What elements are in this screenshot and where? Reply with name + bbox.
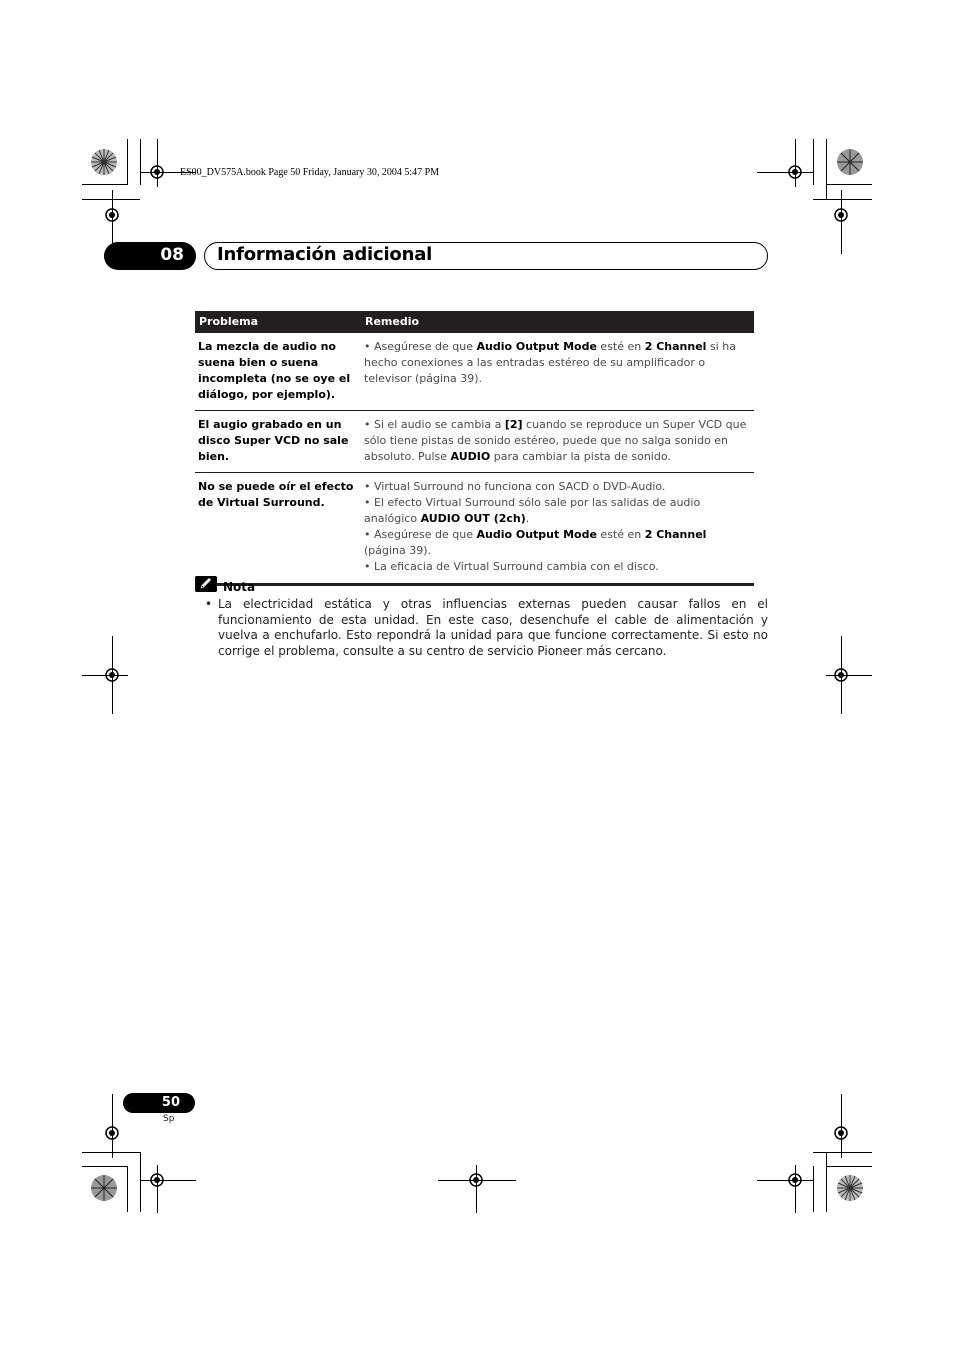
registration-crosshair-icon: [148, 1171, 166, 1189]
remedy-emphasis: AUDIO: [450, 450, 491, 463]
remedy-text: • El efecto Virtual Surround sólo sale por las salidas de audio analógico: [364, 496, 701, 525]
crop-line: [826, 184, 872, 185]
registration-crosshair-icon: [832, 666, 850, 684]
remedy-emphasis: AUDIO OUT (2ch): [420, 512, 526, 525]
registration-crosshair-icon: [832, 206, 850, 224]
remedy-text: esté en: [596, 340, 645, 353]
page-language: Sp: [163, 1114, 175, 1124]
remedy-cell: [361, 333, 754, 411]
problem-cell: El augio grabado en un disco Super VCD no sale bien.: [195, 411, 361, 473]
note-title: Nota: [223, 580, 256, 594]
column-header-problem: Problema: [195, 311, 361, 333]
remedy-item: [364, 417, 750, 465]
remedy-item: [364, 527, 750, 559]
crop-line: [813, 1166, 814, 1212]
troubleshooting-table: [195, 311, 754, 586]
crop-line: [826, 1152, 827, 1212]
table-row: [195, 333, 754, 411]
crop-line: [127, 1166, 128, 1212]
chapter-number: 08: [160, 245, 184, 265]
crop-line: [127, 139, 128, 185]
registration-crosshair-icon: [786, 163, 804, 181]
remedy-text: • Asegúrese de que: [364, 528, 477, 541]
remedy-text: • Virtual Surround no funciona con SACD o DVD-Audio.: [364, 480, 666, 493]
crop-line: [826, 1166, 872, 1167]
crop-line: [82, 199, 140, 200]
remedy-text: • Asegúrese de que: [364, 340, 477, 353]
remedy-text: para cambiar la pista de sonido.: [490, 450, 671, 463]
remedy-emphasis: 2 Channel: [644, 340, 707, 353]
remedy-item: [364, 559, 750, 575]
registration-crosshair-icon: [103, 666, 121, 684]
remedy-emphasis: [2]: [504, 418, 523, 431]
starburst-target-icon: [836, 148, 864, 176]
crop-line: [813, 1152, 872, 1153]
remedy-text: .: [525, 512, 530, 525]
remedy-cell: [361, 411, 754, 473]
problem-cell: No se puede oír el efecto de Virtual Surround.: [195, 473, 361, 585]
table-row: [195, 411, 754, 473]
page-title: Información adicional: [217, 244, 433, 265]
problem-cell: La mezcla de audio no suena bien o suena incompleta (no se oye el diálogo, por ejemplo).: [195, 333, 361, 411]
chapter-badge: [104, 242, 196, 270]
starburst-target-icon: [90, 148, 118, 176]
remedy-text: si ha hecho conexiones a las entradas estéreo de su amplificador o televisor (página 39).: [364, 340, 736, 385]
column-header-remedy: Remedio: [361, 311, 754, 333]
registration-crosshair-icon: [467, 1171, 485, 1189]
remedy-emphasis: Audio Output Mode: [476, 528, 597, 541]
remedy-item: [364, 479, 750, 495]
remedy-text: • Si el audio se cambia a: [364, 418, 505, 431]
remedy-text: cuando se reproduce un Super VCD que sólo tiene pistas de sonido estéreo, puede que no salga sonido en absoluto. Pulse: [364, 418, 747, 463]
registration-crosshair-icon: [786, 1171, 804, 1189]
crop-line: [140, 1152, 141, 1212]
chapter-title-box: [204, 242, 768, 270]
table-row: [195, 473, 754, 585]
crop-line: [82, 1152, 140, 1153]
crop-line: [82, 184, 128, 185]
crop-line: [813, 199, 872, 200]
note-bullet: •: [205, 597, 213, 611]
remedy-cell: [361, 473, 754, 585]
crop-line: [140, 139, 141, 185]
remedy-text: (página 39).: [364, 544, 432, 557]
registration-crosshair-icon: [103, 206, 121, 224]
note-pencil-icon: [195, 576, 217, 592]
remedy-text: • La eficacia de Virtual Surround cambia con el disco.: [364, 560, 659, 573]
starburst-target-icon: [90, 1174, 118, 1202]
remedy-item: [364, 495, 750, 527]
crop-line: [826, 139, 827, 199]
registration-crosshair-icon: [148, 163, 166, 181]
crop-line: [813, 139, 814, 185]
crop-line: [757, 172, 813, 173]
registration-crosshair-icon: [832, 1124, 850, 1142]
remedy-emphasis: Audio Output Mode: [476, 340, 597, 353]
print-file-info: ES00_DV575A.book Page 50 Friday, January 30, 2004 5:47 PM: [180, 167, 440, 178]
note-text: La electricidad estática y otras influencias externas pueden causar fallos en el funcionamiento de esta unidad. En este caso, desenchufe el cable de alimentación y vuelva a enchufarlo. Esto repondrá la unidad para que funcione correctamente. Si esto no corrige el problema, consulte a su centro de servicio Pioneer más cercano.: [218, 597, 768, 658]
remedy-emphasis: 2 Channel: [644, 528, 707, 541]
page-number: 50: [161, 1095, 180, 1110]
registration-crosshair-icon: [103, 1124, 121, 1142]
table-header-row: [195, 311, 754, 333]
starburst-target-icon: [836, 1174, 864, 1202]
crop-line: [757, 1180, 813, 1181]
remedy-item: [364, 339, 750, 387]
crop-line: [82, 1166, 128, 1167]
remedy-text: esté en: [596, 528, 645, 541]
page-number-badge: [123, 1093, 195, 1113]
